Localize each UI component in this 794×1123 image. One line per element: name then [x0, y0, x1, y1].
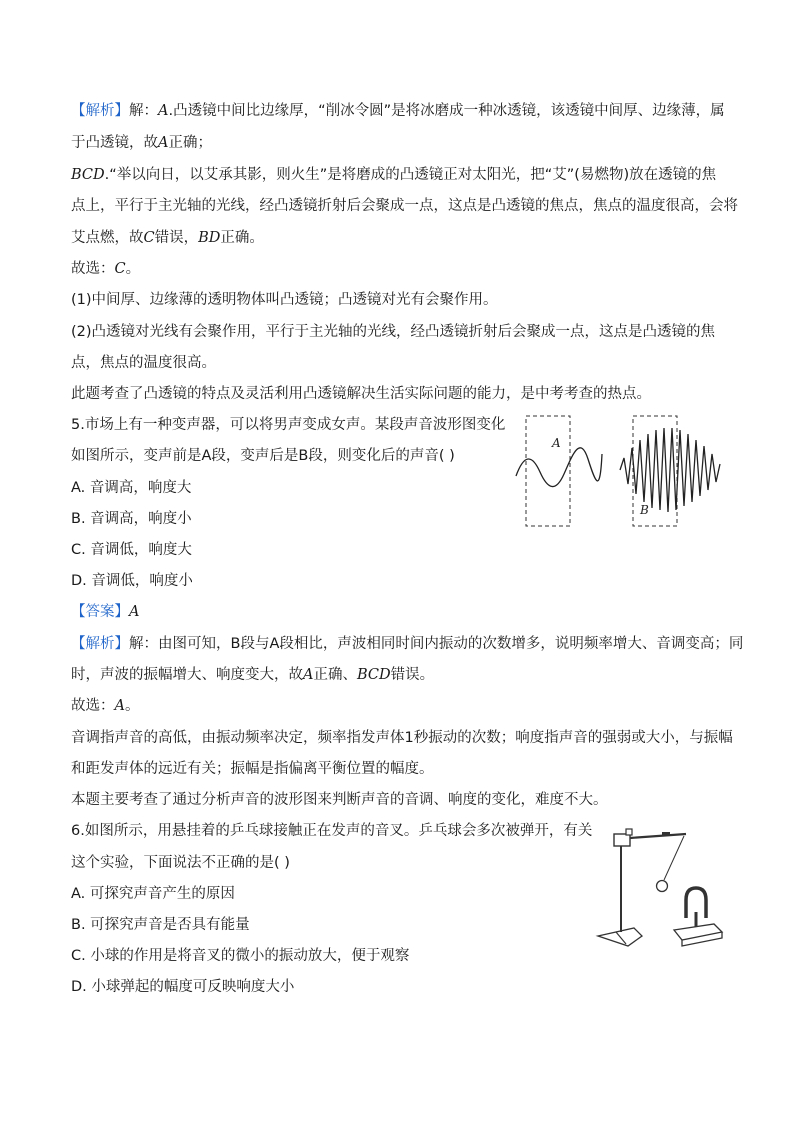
answer-tag: 【答案】	[71, 604, 129, 620]
q4-analysis-line-2: 于凸透镜，故A正确；	[71, 135, 212, 151]
q5-stem-2: 如图所示，变声前是A段，变声后是B段，则变化后的声音( )	[71, 448, 455, 464]
resonance-box	[674, 924, 722, 940]
q4-analysis-line-1: 【解析】解：A.凸透镜中间比边缘厚，“削冰令圆”是将冰磨成一种冰透镜，该透镜中间厚、边缘薄，属	[71, 103, 725, 119]
stand-clamp	[614, 834, 630, 846]
q5-note-2: 和距发声体的远近有关；振幅是指偏离平衡位置的幅度。	[71, 761, 434, 777]
q6-stem-2: 这个实验，下面说法不正确的是( )	[71, 855, 290, 871]
waveform-b	[620, 428, 720, 512]
q5-answer: 【答案】A	[71, 604, 140, 620]
figure-label-a: A	[552, 436, 561, 450]
q5-option-b: B. 音调高，响度小	[71, 511, 192, 527]
q5-stem-1: 5.市场上有一种变声器，可以将男声变成女声。某段声音波形图变化	[71, 417, 506, 433]
q6-option-d: D. 小球弹起的幅度可反映响度大小	[71, 979, 295, 995]
figure-label-b: B	[640, 503, 649, 517]
q5-option-a: A. 音调高，响度大	[71, 480, 192, 496]
q5-analysis-line-1: 【解析】解：由图可知，B段与A段相比，声波相同时间内振动的次数增多，说明频率增大、音调变高；同	[71, 636, 744, 652]
q5-choice: 故选：A。	[71, 698, 140, 714]
q5-option-d: D. 音调低，响度小	[71, 573, 193, 589]
q5-analysis-line-2: 时，声波的振幅增大、响度变大，故A正确、BCD错误。	[71, 667, 435, 683]
q6-option-c: C. 小球的作用是将音叉的微小的振动放大，便于观察	[71, 948, 410, 964]
q4-analysis-line-5: 艾点燃，故C错误，BD正确。	[71, 230, 264, 246]
segment-a-box	[526, 416, 570, 526]
q6-stem-1: 6.如图所示，用悬挂着的乒乓球接触正在发声的音叉。乒乓球会多次被弹开，有关	[71, 823, 593, 839]
analysis-tag: 【解析】	[71, 636, 129, 652]
q5-note-1: 音调指声音的高低，由振动频率决定，频率指发声体1秒振动的次数；响度指声音的强弱或大小，与振幅	[71, 730, 733, 746]
q4-note-1: (1)中间厚、边缘薄的透明物体叫凸透镜；凸透镜对光有会聚作用。	[71, 292, 498, 308]
pendulum-string	[664, 836, 684, 880]
tuning-fork-experiment-figure	[588, 820, 728, 950]
q6-option-b: B. 可探究声音是否具有能量	[71, 917, 250, 933]
q5-summary: 本题主要考查了通过分析声音的波形图来判断声音的音调、响度的变化，难度不大。	[71, 792, 608, 808]
q4-note-2b: 点，焦点的温度很高。	[71, 355, 216, 371]
waveform-a	[516, 448, 602, 487]
q4-analysis-line-3: BCD.“举以向日，以艾承其影，则火生”是将磨成的凸透镜正对太阳光，把“艾”(易燃物)放在透镜的焦	[71, 167, 717, 183]
q4-summary: 此题考查了凸透镜的特点及灵活利用凸透镜解决生活实际问题的能力，是中考考查的热点。	[71, 386, 651, 402]
q4-choice: 故选：C。	[71, 261, 141, 277]
q4-note-2a: (2)凸透镜对光线有会聚作用，平行于主光轴的光线，经凸透镜折射后会聚成一点，这点是凸透镜的焦	[71, 324, 716, 340]
q5-option-c: C. 音调低，响度大	[71, 542, 192, 558]
ping-pong-ball	[657, 881, 668, 892]
q6-option-a: A. 可探究声音产生的原因	[71, 886, 235, 902]
sound-waveform-figure	[514, 414, 724, 532]
stand-arm	[630, 834, 686, 838]
analysis-tag: 【解析】	[71, 103, 129, 119]
q4-analysis-line-4: 点上，平行于主光轴的光线，经凸透镜折射后会聚成一点，这点是凸透镜的焦点，焦点的温度很高，会将	[71, 198, 738, 214]
